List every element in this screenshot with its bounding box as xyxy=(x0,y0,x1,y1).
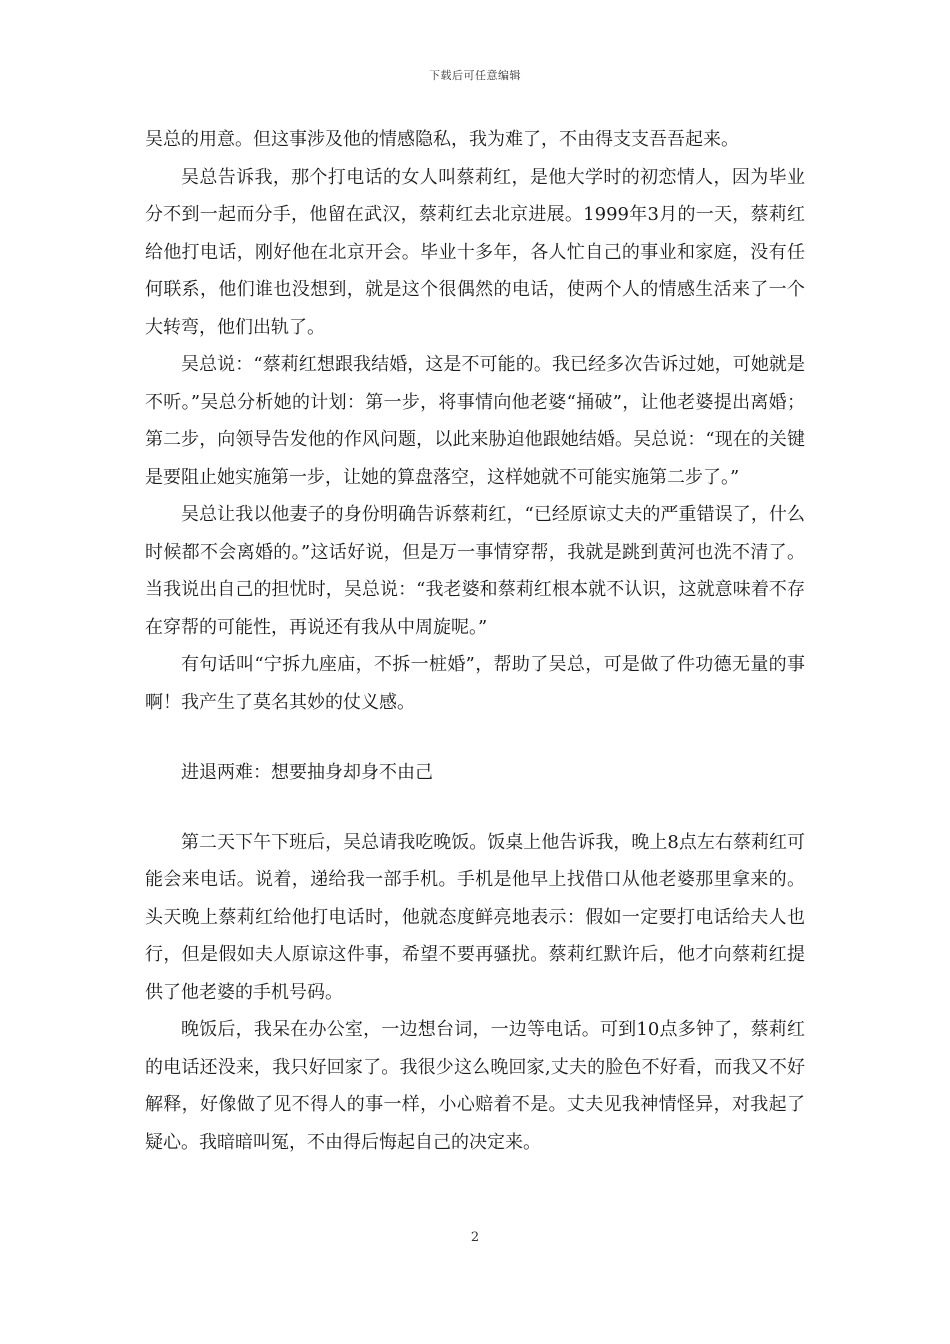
document-body xyxy=(145,121,805,1161)
paragraph: 吴总告诉我，那个打电话的女人叫蔡莉红，是他大学时的初恋情人，因为毕业分不到一起而分手，他留在武汉，蔡莉红去北京进展。1999年3月的一天，蔡莉红给他打电话，刚好他在北京开会。毕业十多年，各人忙自己的事业和家庭，没有任何联系，他们谁也没想到，就是这个很偶然的电话，使两个人的情感生活来了一个大转弯，他们出轨了。 xyxy=(145,166,805,338)
paragraph: 吴总让我以他妻子的身份明确告诉蔡莉红，“已经原谅丈夫的严重错误了，什么时候都不会离婚的。”这话好说，但是万一事情穿帮，我就是跳到黄河也洗不清了。当我说出自己的担忧时，吴总说：“我老婆和蔡莉红根本就不认识，这就意味着不存在穿帮的可能性，再说还有我从中周旋呢。” xyxy=(145,504,805,638)
section-heading: 进退两难：想要抽身却身不由己 xyxy=(181,762,433,783)
paragraph: 第二天下午下班后，吴总请我吃晚饭。饭桌上他告诉我，晚上8点左右蔡莉红可能会来电话。说着，递给我一部手机。手机是他早上找借口从他老婆那里拿来的。头天晚上蔡莉红给他打电话时，他就态度鲜亮地表示：假如一定要打电话给夫人也行，但是假如夫人原谅这件事，希望不要再骚扰。蔡莉红默许后，他才向蔡莉红提供了他老婆的手机号码。 xyxy=(145,831,805,1003)
paragraph: 有句话叫“宁拆九座庙，不拆一桩婚”，帮助了吴总，可是做了件功德无量的事啊！我产生了莫名其妙的仗义感。 xyxy=(145,654,805,713)
paragraph: 吴总说：“蔡莉红想跟我结婚，这是不可能的。我已经多次告诉过她，可她就是不听。”吴总分析她的计划：第一步，将事情向他老婆“捅破”，让他老婆提出离婚；第二步，向领导告发他的作风问题，以此来胁迫他跟她结婚。吴总说：“现在的关键是要阻止她实施第一步，让她的算盘落空，这样她就不可能实施第二步了。” xyxy=(145,354,805,488)
paragraph: 吴总的用意。但这事涉及他的情感隐私，我为难了，不由得支支吾吾起来。 xyxy=(145,129,739,150)
page-number: 2 xyxy=(470,1230,480,1245)
page-header: 下载后可任意编辑 xyxy=(429,69,521,82)
spacer xyxy=(145,792,805,824)
spacer xyxy=(145,721,805,754)
paragraph: 晚饭后，我呆在办公室，一边想台词，一边等电话。可到10点多钟了，蔡莉红的电话还没来，我只好回家了。我很少这么晚回家,丈夫的脸色不好看，而我又不好解释，好像做了见不得人的事一样，小心赔着不是。丈夫见我神情怪异，对我起了疑心。我暗暗叫冤，不由得后悔起自己的决定来。 xyxy=(145,1019,805,1153)
